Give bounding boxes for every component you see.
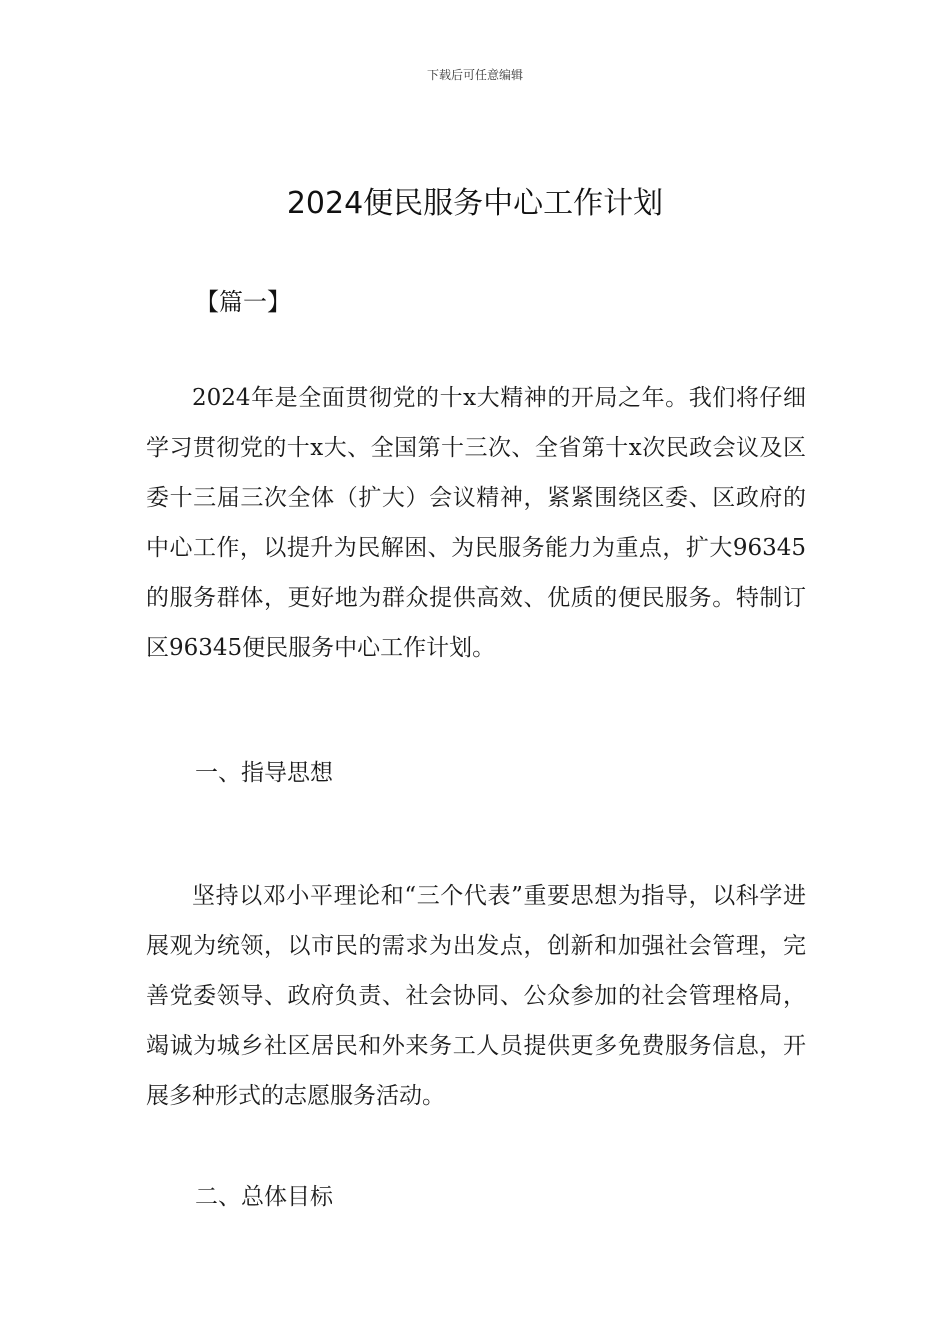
intro-paragraph: 2024年是全面贯彻党的十x大精神的开局之年。我们将仔细学习贯彻党的十x大、全国第十三次、全省第十x次民政会议及区委十三届三次全体（扩大）会议精神，紧紧围绕区委、区政府的中心工作，以提升为民解困、为民服务能力为重点，扩大96345的服务群体，更好地为群众提供高效、优质的便民服务。特制订区96345便民服务中心工作计划。 xyxy=(146,385,806,661)
guiding-thought-paragraph: 坚持以邓小平理论和“三个代表”重要思想为指导，以科学进展观为统领，以市民的需求为出发点，创新和加强社会管理，完善党委领导、政府负责、社会协同、公众参加的社会管理格局，竭诚为城乡社区居民和外来务工人员提供更多免费服务信息，开展多种形式的志愿服务活动。 xyxy=(146,883,806,1109)
section-heading-guiding-thought: 一、指导思想 xyxy=(195,760,333,786)
section-tag: 【篇一】 xyxy=(195,288,291,316)
document-title: 2024便民服务中心工作计划 xyxy=(286,186,664,221)
header-note: 下载后可任意编辑 xyxy=(426,68,523,82)
section-heading-overall-goal: 二、总体目标 xyxy=(195,1184,333,1210)
